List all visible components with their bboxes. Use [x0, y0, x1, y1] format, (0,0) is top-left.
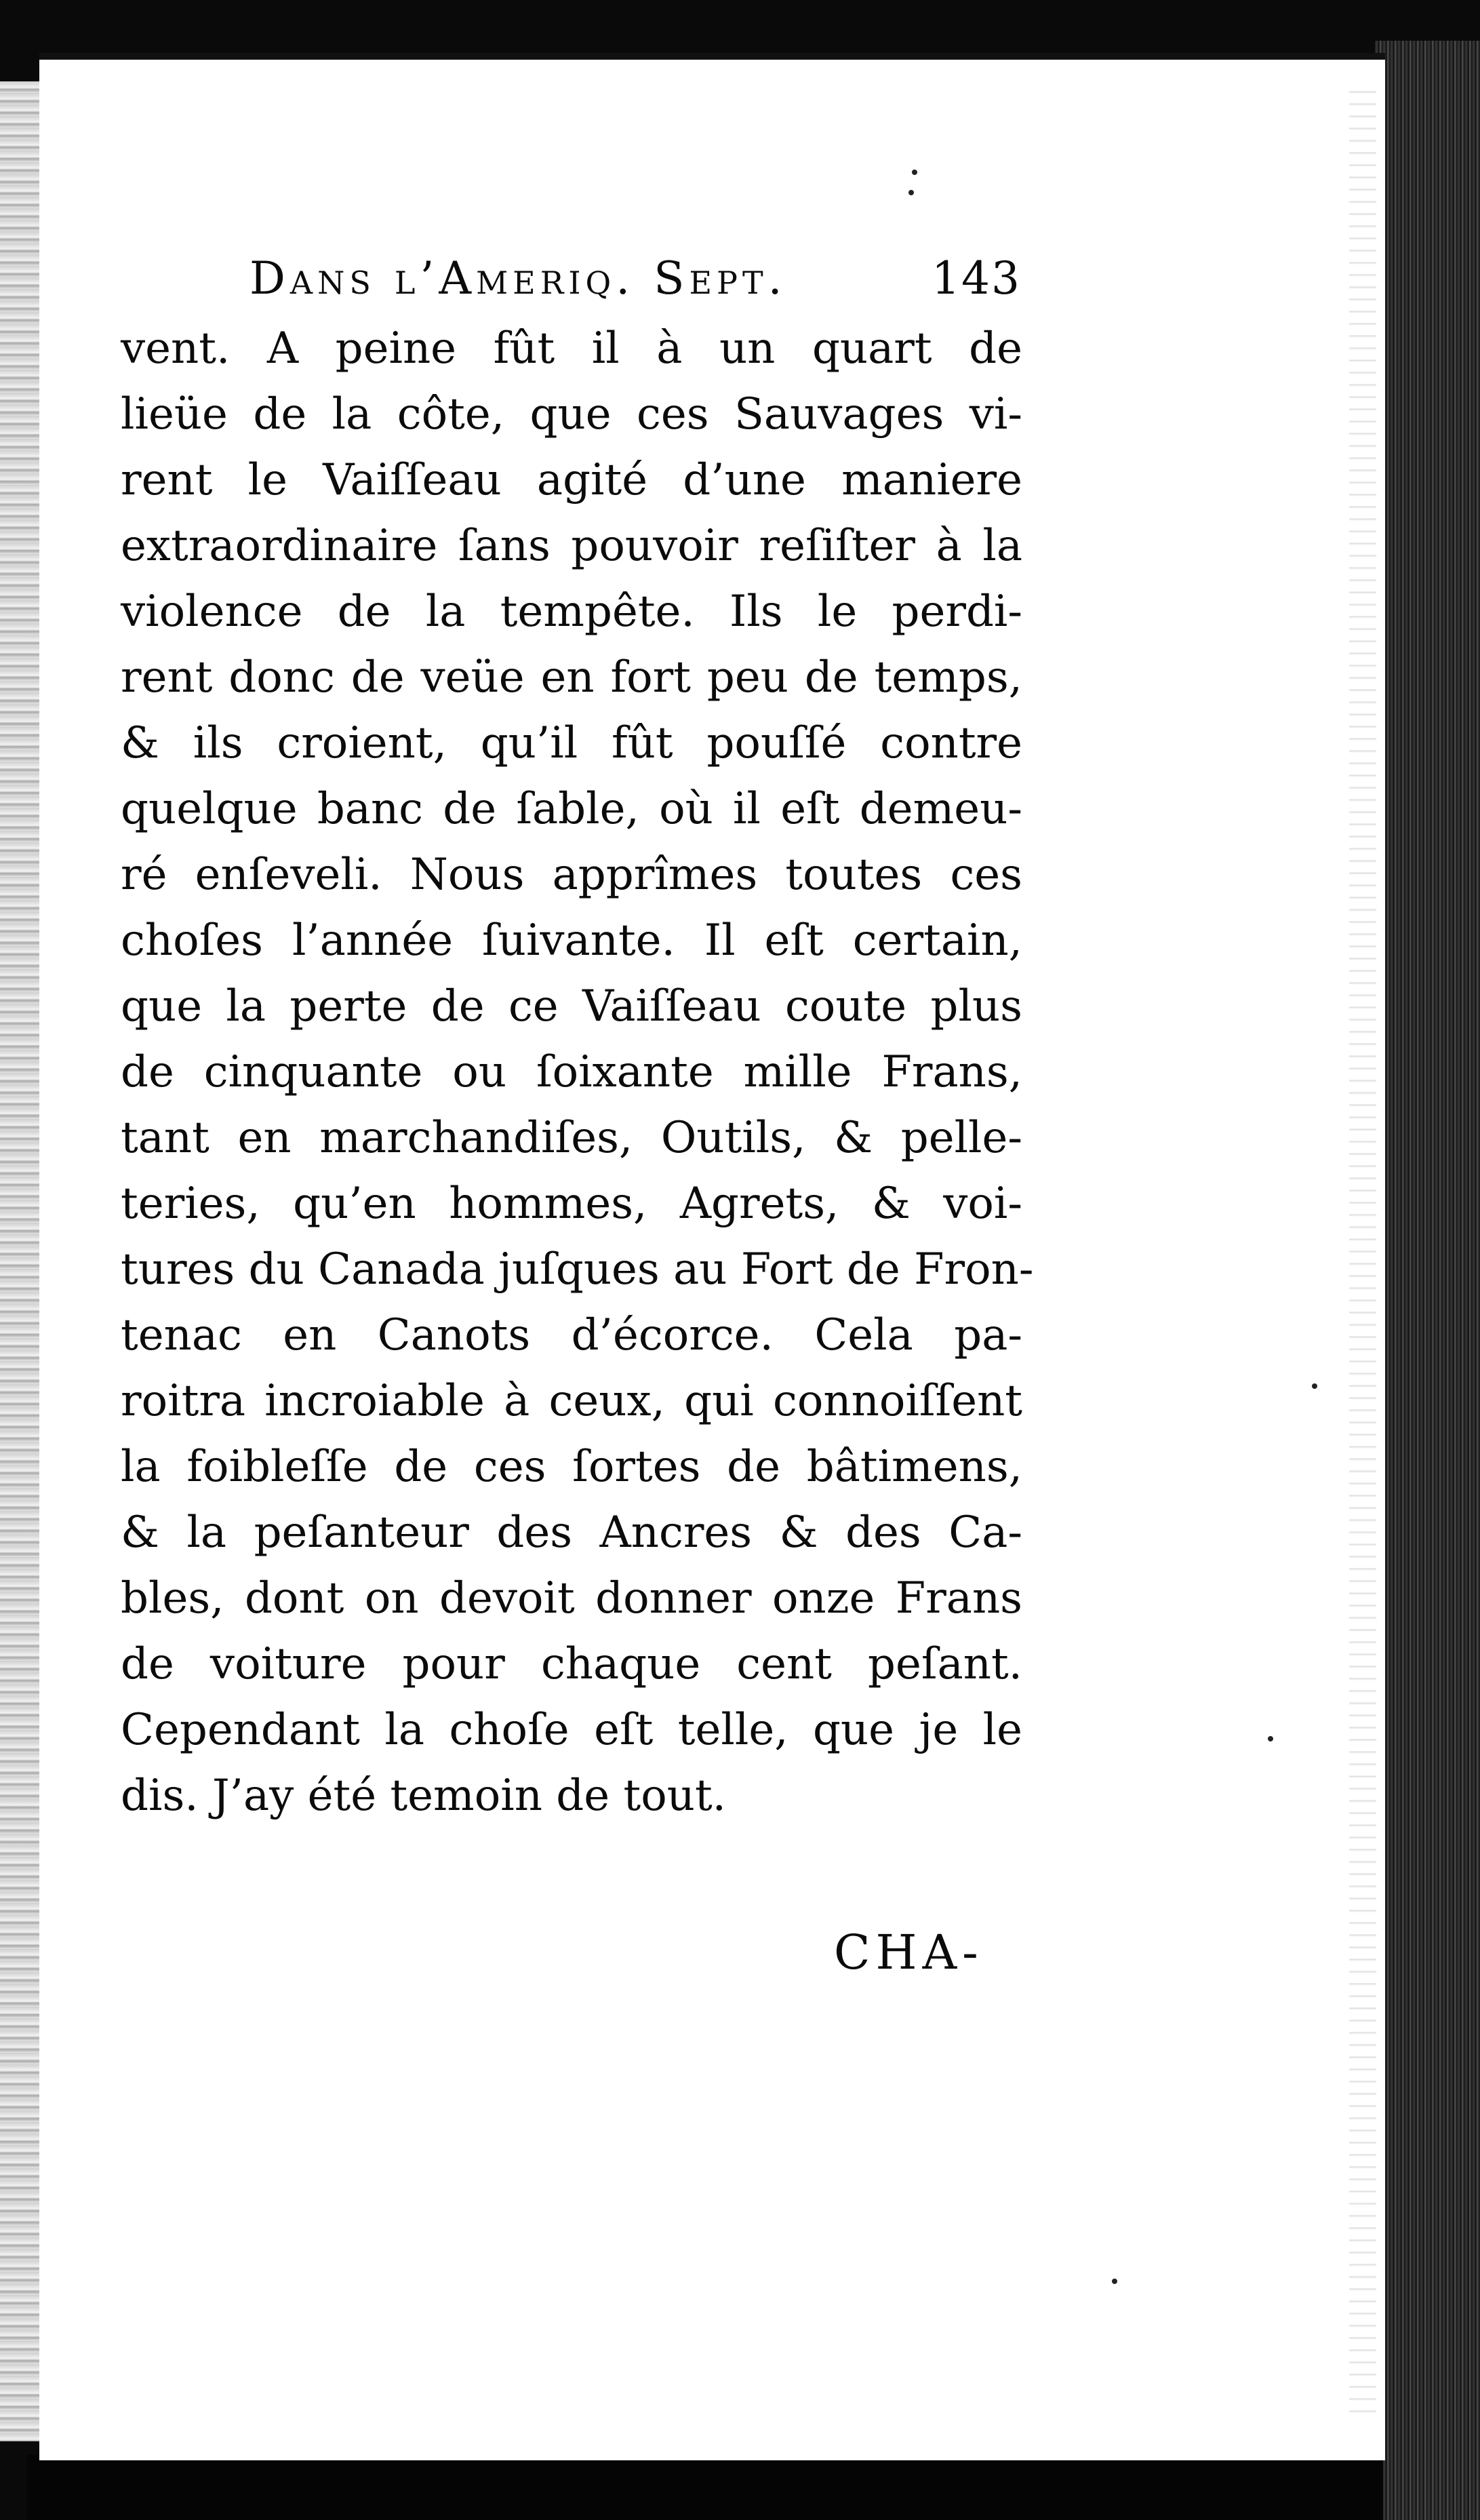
catchword: CHA- [834, 1925, 984, 1980]
text-line: choſes l’année ſuivante. Il eſt certain, [121, 916, 1022, 966]
text-line: tenac en Canots d’écorce. Cela pa- [121, 1310, 1022, 1360]
text-line: dis. J’ay été temoin de tout. [121, 1771, 726, 1821]
ink-speck [1112, 2279, 1117, 2284]
text-line: violence de la tempête. Ils le perdi- [121, 587, 1022, 637]
text-line: quelque banc de ſable, où il eſt demeu- [121, 784, 1022, 834]
ink-speck [1268, 1736, 1273, 1741]
text-line: tant en marchandiſes, Outils, & pelle- [121, 1113, 1022, 1163]
text-line: & ils croient, qu’il fût pouſſé contre [121, 718, 1022, 768]
text-line: de voiture pour chaque cent peſant. [121, 1639, 1022, 1689]
text-line: bles, dont on devoit donner onze Frans [121, 1573, 1022, 1623]
left-page-edge [0, 81, 39, 2441]
text-line: rent le Vaiſſeau agité d’une maniere [121, 455, 1022, 505]
text-line: tures du Canada juſques au Fort de Fron- [121, 1244, 1034, 1295]
text-line: Cependant la choſe eſt telle, que je le [121, 1705, 1022, 1755]
page-number: 143 [932, 252, 1021, 304]
stacked-page-edges [1349, 81, 1376, 2421]
right-page-edge [1375, 41, 1480, 2520]
text-line: roitra incroiable à ceux, qui connoiſſent [121, 1376, 1022, 1426]
page-text [121, 252, 1034, 1829]
text-line: teries, qu’en hommes, Agrets, & voi- [121, 1179, 1022, 1229]
bottom-scan-border [27, 2455, 1383, 2520]
ink-speck [912, 170, 917, 175]
text-line: lieüe de la côte, que ces Sauvages vi- [121, 389, 1022, 439]
ink-speck [908, 190, 914, 195]
running-header [249, 252, 1021, 316]
text-line: & la peſanteur des Ancres & des Ca- [121, 1508, 1022, 1558]
text-line: rent donc de veüe en fort peu de temps, [121, 652, 1022, 703]
text-line: de cinquante ou ſoixante mille Frans, [121, 1047, 1022, 1097]
text-line: ré enſeveli. Nous apprîmes toutes ces [121, 850, 1022, 900]
running-title: Dans l’Ameriq. Sept. [249, 252, 787, 304]
text-line: vent. A peine fût il à un quart de [121, 323, 1022, 374]
ink-speck [1312, 1383, 1317, 1389]
text-line: que la perte de ce Vaiſſeau coute plus [121, 981, 1022, 1031]
text-line: la foibleſſe de ces ſortes de bâtimens, [121, 1442, 1022, 1492]
text-line: extraordinaire ſans pouvoir reſiſter à la [121, 521, 1022, 571]
